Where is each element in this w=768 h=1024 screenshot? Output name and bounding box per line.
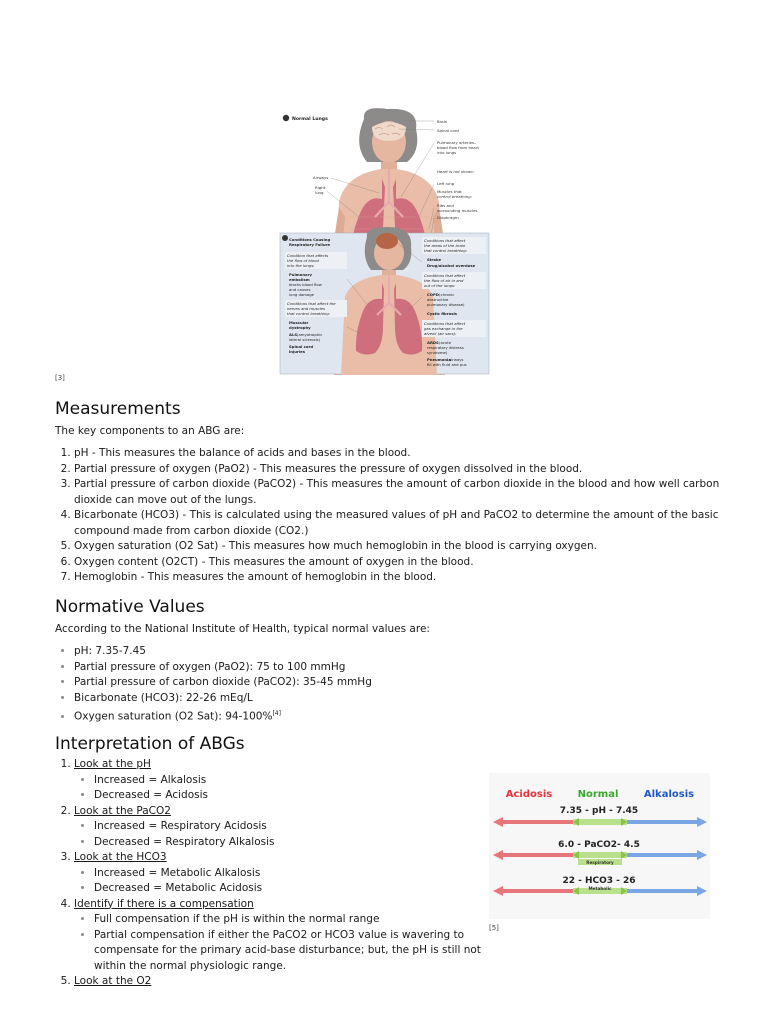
tag-respiratory: Respiratory: [586, 860, 614, 865]
svg-text:Condition that affects: Condition that affects: [287, 253, 329, 258]
list-item: • Decreased = Respiratory Alkalosis: [94, 835, 484, 851]
list-item: 4. Bicarbonate (HCO3) - This is calculated using the measured values of pH and PaCO2 to determine the amount of the basic compound made from carbon dioxide (CO2.): [74, 508, 734, 539]
svg-text:Spinal cord: Spinal cord: [289, 344, 314, 349]
svg-text:Conditions that affect: Conditions that affect: [424, 321, 466, 326]
svg-text:Pulmonary arteries–: Pulmonary arteries–: [437, 140, 476, 145]
label-spinal-cord: Spinal cord: [437, 128, 459, 133]
step-link-paco2[interactable]: Look at the PaCO2: [74, 804, 171, 817]
svg-text:lung: lung: [315, 190, 324, 195]
svg-text:the areas of the brain: the areas of the brain: [424, 243, 466, 248]
svg-text:nerves and muscles: nerves and muscles: [287, 306, 325, 311]
svg-text:Muscles that: Muscles that: [437, 189, 462, 194]
label-diaphragm: Diaphragm: [437, 215, 459, 220]
svg-text:lateral sclerosis): lateral sclerosis): [289, 337, 321, 342]
list-item: 3. Partial pressure of carbon dioxide (PaCO2) - This measures the amount of carbon dioxide in the blood and how well carbon dioxide can move out of the lungs.: [74, 477, 734, 508]
label-airways: Airways: [313, 175, 329, 180]
step-link-compensation[interactable]: Identify if there is a compensation: [74, 897, 254, 910]
svg-text:control breathing:: control breathing:: [437, 194, 472, 199]
step-link-hco3[interactable]: Look at the HCO3: [74, 851, 167, 863]
list-item: 1. pH - This measures the balance of acids and bases in the blood.: [74, 446, 734, 462]
svg-text:Respiratory Failure: Respiratory Failure: [289, 242, 330, 247]
svg-text:Heart is not shown: Heart is not shown: [437, 169, 474, 174]
step-item: [74, 850, 484, 897]
abg-row-paco2: 6.0 - PaCO2- 4.5: [558, 840, 640, 850]
svg-text:Stroke: Stroke: [427, 257, 442, 262]
step-item: [74, 757, 484, 804]
list-item: • Partial pressure of oxygen (PaO2): 75 to 100 mmHg: [74, 660, 574, 676]
header-normal: Normal: [577, 789, 619, 800]
svg-text:surrounding muscles: surrounding muscles: [437, 208, 478, 213]
list-item: 2. Partial pressure of oxygen (PaO2) - This measures the pressure of oxygen dissolved in the blood.: [74, 462, 734, 478]
normative-intro: According to the National Institute of Health, typical normal values are:: [55, 623, 430, 635]
svg-text:(chronic: (chronic: [439, 292, 455, 297]
svg-text:obstructive: obstructive: [427, 297, 449, 302]
interpretation-steps: [55, 757, 484, 990]
normative-heading: Normative Values: [55, 597, 205, 617]
svg-text:Cystic fibrosis: Cystic fibrosis: [427, 311, 458, 316]
figure-citation-3: [3]: [55, 374, 65, 382]
list-item: • Increased = Alkalosis: [94, 773, 484, 789]
svg-text:that control breathing:: that control breathing:: [287, 311, 331, 316]
svg-text:Conditions Causing: Conditions Causing: [289, 237, 331, 242]
svg-text:blood flow from heart: blood flow from heart: [437, 145, 479, 150]
measurements-intro: The key components to an ABG are:: [55, 425, 245, 437]
svg-text:respiratory distress: respiratory distress: [427, 345, 464, 350]
list-item: • Partial compensation if either the PaCO2 or HCO3 value is wavering to compensate for the primary acid-base disturbance; but, the pH is still not within the normal physiologic range.: [94, 928, 484, 975]
abg-row-ph: 7.35 - pH - 7.45: [559, 806, 639, 816]
abg-normal-ranges-figure: [489, 773, 710, 919]
svg-text:fill with fluid and pus: fill with fluid and pus: [427, 362, 467, 367]
svg-text:into the lungs:: into the lungs:: [287, 263, 315, 268]
list-item: • Full compensation if the pH is within the normal range: [94, 912, 484, 928]
svg-text:Ribs and: Ribs and: [437, 203, 454, 208]
step-link-o2[interactable]: Look at the O2: [74, 975, 152, 987]
svg-text:ARDS: ARDS: [427, 340, 439, 345]
svg-text:gas exchange in the: gas exchange in the: [424, 326, 463, 331]
svg-text:Right: Right: [315, 185, 326, 190]
svg-text:the flow of blood: the flow of blood: [287, 258, 319, 263]
step-link-ph[interactable]: Look at the pH: [74, 758, 151, 770]
list-item: • Decreased = Acidosis: [94, 788, 484, 804]
svg-text:Drug/alcohol overdose: Drug/alcohol overdose: [427, 263, 476, 268]
svg-text:Conditions that affect: Conditions that affect: [424, 238, 466, 243]
normative-list: [55, 644, 574, 725]
svg-text:injuries: injuries: [289, 349, 306, 354]
svg-text:ALS: ALS: [289, 332, 298, 337]
measurements-heading: Measurements: [55, 399, 181, 419]
label-brain: Brain: [437, 119, 448, 124]
svg-text:Muscular: Muscular: [289, 320, 309, 325]
header-acidosis: Acidosis: [505, 789, 553, 800]
svg-text:–airways: –airways: [447, 357, 464, 362]
svg-text:Pulmonary: Pulmonary: [289, 272, 312, 277]
svg-text:Conditions that affect the: Conditions that affect the: [287, 301, 336, 306]
svg-text:COPD: COPD: [427, 292, 439, 297]
list-item: 7. Hemoglobin - This measures the amount of hemoglobin in the blood.: [74, 570, 734, 586]
svg-text:out of the lungs:: out of the lungs:: [424, 283, 456, 288]
list-item: • Partial pressure of carbon dioxide (PaCO2): 35-45 mmHg: [74, 675, 574, 691]
respiratory-failure-figure: [279, 107, 490, 375]
step-item: [74, 974, 484, 990]
tag-metabolic: Metabolic: [588, 886, 612, 891]
svg-text:(acute: (acute: [439, 340, 452, 345]
list-item: • Oxygen saturation (O2 Sat): 94-100%[4]: [74, 706, 574, 725]
header-alkalosis: Alkalosis: [643, 789, 695, 800]
svg-text:alveoli (air sacs):: alveoli (air sacs):: [424, 331, 457, 336]
svg-text:blocks blood flow: blocks blood flow: [289, 282, 322, 287]
svg-text:and causes: and causes: [289, 287, 311, 292]
list-item: • Increased = Metabolic Alkalosis: [94, 866, 484, 882]
svg-text:Conditions that affect: Conditions that affect: [424, 273, 466, 278]
list-item: • pH: 7.35-7.45: [74, 644, 574, 660]
svg-text:syndrome): syndrome): [427, 350, 448, 355]
svg-text:lung damage: lung damage: [289, 292, 314, 297]
list-item: • Decreased = Metabolic Acidosis: [94, 881, 484, 897]
step-item: [74, 804, 484, 851]
svg-text:that control breathing:: that control breathing:: [424, 248, 468, 253]
figure-citation-5: [5]: [489, 924, 499, 932]
svg-text:dystrophy: dystrophy: [289, 325, 311, 330]
list-item: • Increased = Respiratory Acidosis: [94, 819, 484, 835]
list-item: 6. Oxygen content (O2CT) - This measures the amount of oxygen in the blood.: [74, 555, 734, 571]
svg-text:the flow of air in and: the flow of air in and: [424, 278, 464, 283]
svg-text:into lungs: into lungs: [437, 150, 457, 155]
step-item: [74, 897, 484, 975]
list-item: 5. Oxygen saturation (O2 Sat) - This measures how much hemoglobin in the blood is carrying oxygen.: [74, 539, 734, 555]
label-left-lung: Left lung: [437, 181, 455, 186]
citation-4[interactable]: [4]: [272, 710, 281, 717]
svg-text:pulmonary disease): pulmonary disease): [427, 302, 465, 307]
svg-text:Pneumonia: Pneumonia: [427, 357, 451, 362]
list-item: • Bicarbonate (HCO3): 22-26 mEq/L: [74, 691, 574, 707]
svg-text:embolism: embolism: [289, 277, 310, 282]
abg-row-hco3: 22 - HCO3 - 26: [562, 876, 636, 886]
interpretation-heading: Interpretation of ABGs: [55, 734, 245, 754]
svg-text:(amyotrophic: (amyotrophic: [297, 332, 323, 337]
measurements-list: [55, 446, 734, 586]
panel-a-title: Normal Lungs: [292, 117, 328, 122]
